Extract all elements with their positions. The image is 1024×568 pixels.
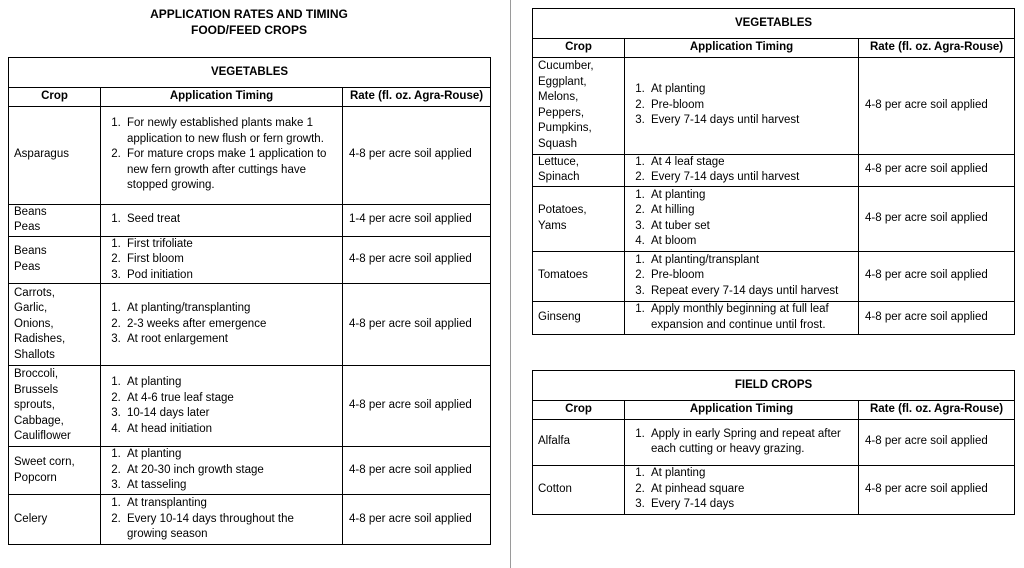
timing-item: 4. At head initiation xyxy=(124,422,337,438)
crop-name-line: sprouts, xyxy=(14,399,55,412)
column-header-row xyxy=(9,88,491,107)
crop-name-line: Cauliflower xyxy=(14,430,71,443)
column-header-timing: Application Timing xyxy=(625,39,859,58)
crop-name-line: Cotton xyxy=(538,482,572,495)
column-header-rate: Rate (fl. oz. Agra-Rouse) xyxy=(859,39,1015,58)
timing-item: 2. At pinhead square xyxy=(648,482,853,498)
timing-list xyxy=(630,253,853,300)
crop-name-line: Potatoes, xyxy=(538,204,587,216)
timing-cell xyxy=(625,251,859,301)
timing-item: 2. 2-3 weeks after emergence xyxy=(124,317,337,333)
timing-item: 1. At planting xyxy=(648,466,853,482)
crop-name-line: Beans xyxy=(14,245,47,258)
table-row xyxy=(533,186,1015,251)
rate-cell: 4-8 per acre soil applied xyxy=(859,186,1015,251)
timing-item: 1. At planting/transplanting xyxy=(124,301,337,317)
timing-cell xyxy=(101,495,343,545)
field-crops-table xyxy=(532,370,1015,515)
crop-name-line: Peppers, xyxy=(538,106,585,119)
timing-list xyxy=(106,447,337,494)
timing-cell xyxy=(101,236,343,284)
crop-name-line: Eggplant, xyxy=(538,75,587,88)
title-line-2: FOOD/FEED CROPS xyxy=(190,23,307,37)
crop-name-line: Ginseng xyxy=(538,310,581,323)
timing-cell xyxy=(101,204,343,236)
timing-item: 3. 10-14 days later xyxy=(124,406,337,422)
timing-list xyxy=(106,212,337,228)
rate-cell: 4-8 per acre soil applied xyxy=(343,284,491,366)
timing-cell xyxy=(101,284,343,366)
crop-cell xyxy=(9,236,101,284)
rate-cell: 4-8 per acre soil applied xyxy=(859,419,1015,465)
timing-item: 1. At 4 leaf stage xyxy=(648,155,853,171)
timing-item: 3. Every 7-14 days xyxy=(648,497,853,513)
crop-cell xyxy=(9,204,101,236)
crop-name-line: Melons, xyxy=(538,91,579,103)
vegetables-table-left xyxy=(8,57,491,545)
table-row xyxy=(9,204,491,236)
table-row xyxy=(9,236,491,284)
title-line-1: APPLICATION RATES AND TIMING xyxy=(150,7,348,21)
timing-item: 1. At planting xyxy=(648,188,853,204)
column-header-row xyxy=(533,401,1015,420)
column-header-crop: Crop xyxy=(533,39,625,58)
table-row xyxy=(9,447,491,495)
crop-cell xyxy=(533,251,625,301)
timing-item: 2. Every 10-14 days throughout the growing season xyxy=(124,512,337,543)
timing-cell xyxy=(101,106,343,204)
crop-name-line: Radishes, xyxy=(14,333,66,346)
timing-cell xyxy=(625,465,859,514)
rate-cell: 1-4 per acre soil applied xyxy=(343,204,491,236)
timing-cell xyxy=(625,419,859,465)
crop-name-line: Tomatoes xyxy=(538,269,588,282)
rate-cell: 4-8 per acre soil applied xyxy=(343,236,491,284)
timing-item: 1. At planting xyxy=(124,375,337,391)
timing-item: 3. Every 7-14 days until harvest xyxy=(648,113,853,129)
rate-cell: 4-8 per acre soil applied xyxy=(343,366,491,447)
crop-name-line: Cabbage, xyxy=(14,414,64,427)
timing-list xyxy=(106,496,337,543)
timing-item: 2. First bloom xyxy=(124,252,337,268)
section-title: VEGETABLES xyxy=(9,58,491,88)
crop-name-line: Celery xyxy=(14,512,48,525)
table-row xyxy=(533,301,1015,334)
timing-cell xyxy=(625,57,859,154)
table-row xyxy=(9,366,491,447)
column-header-crop: Crop xyxy=(533,401,625,420)
timing-item: 1. At planting xyxy=(124,447,337,463)
crop-cell xyxy=(9,447,101,495)
timing-item: 2. At 20-30 inch growth stage xyxy=(124,463,337,479)
timing-list xyxy=(630,155,853,186)
crop-name-line: Peas xyxy=(14,260,41,273)
document-title xyxy=(8,6,490,38)
crop-name-line: Beans xyxy=(14,205,47,218)
column-header-timing: Application Timing xyxy=(625,401,859,420)
vegetables-table-right xyxy=(532,8,1015,335)
timing-item: 1. At planting/transplant xyxy=(648,253,853,269)
timing-item: 3. At tuber set xyxy=(648,219,853,235)
table-row xyxy=(533,251,1015,301)
timing-list xyxy=(630,188,853,250)
crop-cell xyxy=(9,106,101,204)
section-header-row xyxy=(533,9,1015,39)
rate-cell: 4-8 per acre soil applied xyxy=(859,465,1015,514)
crop-name-line: Squash xyxy=(538,137,578,150)
column-header-crop: Crop xyxy=(9,88,101,107)
section-title: FIELD CROPS xyxy=(533,371,1015,401)
crop-name-line: Popcorn xyxy=(14,471,57,484)
rate-cell: 4-8 per acre soil applied xyxy=(859,301,1015,334)
timing-cell xyxy=(625,154,859,186)
table-row xyxy=(533,57,1015,154)
page-divider xyxy=(510,0,511,568)
column-header-row xyxy=(533,39,1015,58)
crop-name-line: Alfalfa xyxy=(538,435,570,448)
timing-list xyxy=(630,302,853,333)
crop-cell xyxy=(533,186,625,251)
timing-item: 1. For newly established plants make 1 application to new flush or fern growth. xyxy=(124,116,337,147)
crop-name-line: Broccoli, xyxy=(14,368,59,381)
timing-cell xyxy=(625,186,859,251)
section-header-row xyxy=(9,58,491,88)
crop-name-line: Carrots, xyxy=(14,286,55,299)
timing-item: 2. Every 7-14 days until harvest xyxy=(648,170,853,186)
crop-cell xyxy=(533,419,625,465)
timing-item: 3. Repeat every 7-14 days until harvest xyxy=(648,284,853,300)
timing-item: 2. Pre-bloom xyxy=(648,98,853,114)
section-header-row xyxy=(533,371,1015,401)
timing-item: 1. At transplanting xyxy=(124,496,337,512)
timing-list xyxy=(106,301,337,348)
crop-name-line: Garlic, xyxy=(14,302,48,315)
column-header-timing: Application Timing xyxy=(101,88,343,107)
timing-item: 2. Pre-bloom xyxy=(648,268,853,284)
timing-item: 2. At 4-6 true leaf stage xyxy=(124,391,337,407)
crop-cell xyxy=(533,57,625,154)
rate-cell: 4-8 per acre soil applied xyxy=(343,106,491,204)
timing-item: 4. At bloom xyxy=(648,234,853,250)
timing-item: 1. Apply monthly beginning at full leaf expansion and continue until frost. xyxy=(648,302,853,333)
timing-item: 2. For mature crops make 1 application to new fern growth after cuttings have stopped growing. xyxy=(124,147,337,194)
table-row xyxy=(9,284,491,366)
timing-list xyxy=(106,116,337,194)
crop-name-line: Spinach xyxy=(538,171,580,183)
crop-name-line: Brussels xyxy=(14,383,59,396)
timing-item: 3. Pod initiation xyxy=(124,268,337,284)
rate-cell: 4-8 per acre soil applied xyxy=(343,447,491,495)
crop-cell xyxy=(9,284,101,366)
table-row xyxy=(533,419,1015,465)
rate-cell: 4-8 per acre soil applied xyxy=(859,154,1015,186)
timing-cell xyxy=(625,301,859,334)
timing-cell xyxy=(101,447,343,495)
column-header-rate: Rate (fl. oz. Agra-Rouse) xyxy=(343,88,491,107)
column-header-rate: Rate (fl. oz. Agra-Rouse) xyxy=(859,401,1015,420)
timing-item: 1. First trifoliate xyxy=(124,237,337,253)
table-row xyxy=(533,465,1015,514)
timing-item: 1. Seed treat xyxy=(124,212,337,228)
crop-name-line: Shallots xyxy=(14,348,55,361)
table-row xyxy=(9,106,491,204)
timing-list xyxy=(630,427,853,458)
timing-list xyxy=(106,237,337,284)
timing-item: 2. At hilling xyxy=(648,203,853,219)
crop-name-line: Sweet corn, xyxy=(14,456,75,468)
timing-list xyxy=(630,466,853,513)
rate-cell: 4-8 per acre soil applied xyxy=(343,495,491,545)
crop-name-line: Yams xyxy=(538,219,567,232)
crop-cell xyxy=(533,465,625,514)
crop-name-line: Cucumber, xyxy=(538,60,594,72)
timing-list xyxy=(106,375,337,437)
timing-list xyxy=(630,82,853,129)
rate-cell: 4-8 per acre soil applied xyxy=(859,57,1015,154)
timing-item: 1. Apply in early Spring and repeat after each cutting or heavy grazing. xyxy=(648,427,853,458)
rate-cell: 4-8 per acre soil applied xyxy=(859,251,1015,301)
timing-item: 1. At planting xyxy=(648,82,853,98)
crop-cell xyxy=(533,154,625,186)
timing-item: 3. At tasseling xyxy=(124,478,337,494)
table-row xyxy=(533,154,1015,186)
crop-cell xyxy=(533,301,625,334)
section-title: VEGETABLES xyxy=(533,9,1015,39)
table-row xyxy=(9,495,491,545)
crop-cell xyxy=(9,495,101,545)
crop-name-line: Peas xyxy=(14,221,41,233)
crop-name-line: Pumpkins, xyxy=(538,122,592,134)
crop-name-line: Lettuce, xyxy=(538,155,579,168)
crop-name-line: Onions, xyxy=(14,317,54,330)
crop-name-line: Asparagus xyxy=(14,148,69,161)
timing-item: 3. At root enlargement xyxy=(124,332,337,348)
crop-cell xyxy=(9,366,101,447)
timing-cell xyxy=(101,366,343,447)
